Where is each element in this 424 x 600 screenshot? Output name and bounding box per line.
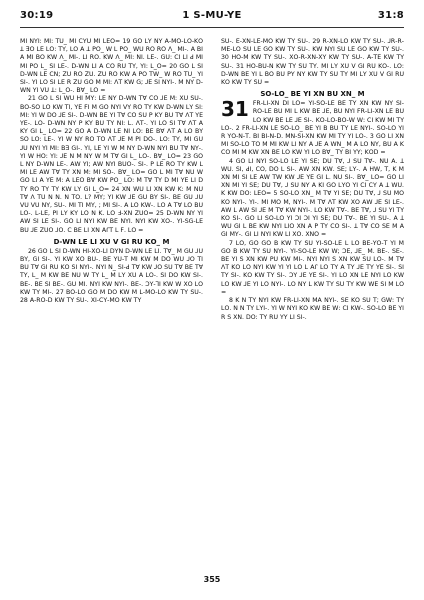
body-paragraph: 8 ꓗ ꓠ ꓔꓬ ꓠꓬꓲ ꓗꓪ ꓝꓣ-ꓡꓲ-ꓫꓠ ꓟꓮ ꓠꓬꓲ-. ꓢꓰ ꓗꓳ ꓢꓴ ꓔ; ꓖꓪ: ꓔꓬ ꓡꓳ. ꓠ ꓠ ꓔꓬ ꓡꓬꓲ-. ꓬꓲ ꓪ ꓠꓬꓲ ꓗꓳ ꓗꓪ ꓐꓰ ꓪ: ꓚꓲ ꓗꓪ-. ꓢꓳ-ꓡꓳ ꓐꓰ ꓬꓲ ꓣ ꓢ ꓫꓠ. ꓓꓳ: ꓔꓬ ꓣꓴ ꓬꓬ ꓡꓲ ꓢꓲ-. (221, 297, 404, 321)
chapter-start (221, 97, 404, 157)
header-divider (20, 27, 404, 28)
page-number: 355 (203, 575, 221, 584)
body-paragraph: 21 ꓖꓳ ꓡ ꓢꓲ ꓪꓴ ꓧꓲ ꓟꓬ: ꓡꓰ ꓠꓬ ꓓ-ꓪꓠ ꓔꓯ ꓚꓳ ꓙꓰ ꓟ: ꓫꓴ ꓢꓴ-. ꓐꓳ-ꓢꓳ ꓡꓳ ꓗꓪ ꓔꓲ, ꓬꓰ ꓝꓲ ꓟ ꓖꓳ ꓠꓬꓲ ꓦꓬ ꓣꓳ ꓔꓬ ꓗꓪ ꓓ-ꓪꓠ ꓡꓬ ꓢꓲ: ꓟꓲ: ꓬꓲ ꓪ ꓓꓳ ꓙꓰ ꓢꓲ-. ꓓ-ꓪꓠ ꓐꓰ ꓬꓲ ꓔꓯ ꓚꓳ ꓢꓴ ꓑ ꓗꓬ ꓐꓴ ꓔꓯ ꓥꓔ ꓬꓰ ꓬꓰ-. ꓡꓳ- ꓓ-ꓪꓠ ꓠꓬ ꓑ ꓗꓬ ꓐꓴ ꓔꓬ ꓠꓲ: ꓡ. ꓥꓔ-. ꓬꓲ ꓡꓳ ꓢꓲ ꓔꓯ ꓥꓔ ꓮ ꓗꓬ ꓖꓲ ꓡ_ ꓡꓳ= 22 ꓖꓳ ꓮ ꓓ-ꓪꓠ ꓡꓰ ꓠꓲ ꓡꓳ: ꓐꓰ ꓐꓯ ꓥꓔ ꓮ ꓡꓳ ꓐꓬ ꓢꓳ ꓡꓳ: ꓡꓰ-. ꓬꓲ ꓪ ꓠꓬ ꓣꓳ ꓔꓳ ꓥꓔ ꓙꓰ ꓟ ꓑꓲ ꓓꓳ-. ꓡꓳ: ꓔꓬ, ꓟꓲ ꓖꓴ ꓙꓴ ꓠꓬꓲ ꓬꓲ ꓟꓲ: ꓐꓱ ꓖꓲ-. ꓬꓲ, ꓡꓰ ꓬꓲ ꓪ ꓟ ꓠꓬ ꓓ-ꓪꓠ ꓠꓬꓲ ꓐꓴ ꓔꓯ ꓠꓬ-. ꓬꓲ ꓪ ꓧꓳ: ꓬꓲ: ꓙꓰ ꓠ ꓟ ꓠꓬ ꓪ ꓟ ꓔꓯ ꓖꓲ ꓡ_ ꓡꓳ-. ꓐꓯ_ ꓡꓳ= 23 ꓖꓳ ꓡ ꓠꓬ ꓓ-ꓪꓠ ꓡꓰ-. ꓮꓪ ꓬꓲ; ꓮꓪ ꓠꓬꓲ ꓐꓴꓳ-. ꓢꓲ-. ꓑ ꓡꓰ ꓣꓳ ꓔꓬ ꓗꓪ ꓡ ꓟꓲ ꓡꓰ ꓮꓪ ꓔꓯ ꓔꓬ ꓫꓠ ꓟ: ꓟꓲ ꓢꓳ-. ꓐꓯ_ ꓡꓳ= ꓖꓳ ꓡ ꓟꓲ ꓔꓯ ꓠꓴ ꓪ ꓖꓳ ꓡꓲ ꓮ ꓬꓰ ꓟ: ꓮ ꓡꓰꓳ ꓐꓯ ꓗꓪ ꓑꓳ_ ꓡꓳ: ꓟ ꓔꓯ ꓔꓬ ꓓ ꓟꓲ ꓬꓰ ꓡꓲ ꓓ ꓔꓬ ꓣꓳ ꓔꓬ ꓔꓬ ꓗꓪ ꓡꓬ ꓖꓲ ꓡ_ꓳ= 24 ꓫꓠ ꓪꓴ ꓡꓲ ꓫꓠ ꓗꓪ ꓗ: ꓟ ꓠꓴ ꓔꓯ ꓥ ꓔꓴ ꓠ ꓠ. ꓠ ꓔꓳ. ꓡ? ꓟꓬ; ꓬꓲ ꓗꓪ ꓙꓰ ꓖꓴ ꓐꓬ ꓢꓲ-. ꓐꓰ ꓖꓴ ꓙꓴ ꓦꓴ ꓦꓴ ꓠꓬ, ꓢꓴ-. ꓟꓲ ꓔꓲ ꓟꓬ, ; ꓟꓲ ꓢꓲ-. ꓮ ꓡꓳ ꓗꓪ-. ꓡꓳ ꓮ ꓔꓯ ꓡꓳ ꓐꓴ ꓡꓳ-. ꓡ-ꓡꓰ, ꓑꓲ ꓡꓬ ꓗꓬ ꓡꓳ ꓠ ꓗ. ꓡꓳ ꓞ-ꓫꓠ ꓜꓴꓳ= 25 ꓓ-ꓪꓠ ꓠꓬ ꓬꓲ ꓮꓪ ꓢꓲ ꓡꓰ ꓢꓲ-. ꓖꓳ ꓡꓲ ꓠꓬꓲ ꓗꓪ ꓐꓰ ꓠꓬꓲ. ꓠꓬꓲ ꓗꓪ ꓫꓳ-. ꓬꓲ-ꓢꓖ-ꓡꓰ ꓐꓴ ꓙꓰ ꓜꓴꓳ ꓙꓳ. ꓚ ꓐꓰ ꓡꓲ ꓫꓠ ꓮꓩꓔ ꓡ ꓝ. ꓡꓳ = (20, 95, 203, 234)
section-heading: ꓢꓳ-ꓡꓳ_ ꓐꓰ ꓬꓲ ꓫꓠ ꓐꓴ ꓫꓠ_ ꓟ (260, 90, 365, 99)
header-left-reference: 30:19 (20, 10, 54, 21)
body-paragraph: 7 ꓡꓳ, ꓖꓳ ꓖꓳ ꓐ ꓗꓪ ꓔꓬ ꓢꓴ ꓬꓲ-ꓢꓳ-ꓡꓰ ꓡ ꓡꓳ ꓐꓰ-ꓬꓳ-ꓔ ꓬꓲ ꓟ ꓖꓳ ꓐ ꓗꓪ ꓔꓬ ꓢꓴ ꓠꓬꓲ-. ꓬꓲ-ꓢꓳ-ꓡꓰ ꓗꓪ ꓪ; ꓛꓰ, ꓙꓰ_ ꓟ. ꓐꓰ-. ꓢꓰ-. ꓐꓰ ꓬꓲ ꓢ ꓫꓠ ꓗꓪ ꓑꓴ ꓗꓪ ꓟꓲ-. ꓠꓬꓲ ꓠꓬꓲ ꓢ ꓫꓠ ꓗꓪ ꓢꓴ ꓡꓳ-. ꓟ ꓔꓯ ꓥꓔ ꓗꓳ ꓡꓳ ꓠꓬꓲ ꓗꓪ ꓬꓲ ꓬꓲ ꓡꓳ ꓡ ꓮꓩ ꓡꓳ ꓔꓬ ꓮ ꓔꓬ ꓙꓰ ꓔꓬ ꓬꓰ ꓢꓲ-. ꓢꓲ ꓔꓬ ꓢꓲ-. ꓗꓳ ꓗꓪ ꓔꓬ ꓢꓲ-. ꓛꓬ ꓙꓰ ꓬꓰ ꓢꓲ-. ꓬꓲ ꓡꓳ ꓫꓠ ꓡꓰ ꓠꓬꓲ ꓡꓳ ꓗꓪ ꓡꓳ ꓗꓪ ꓙꓰ ꓬꓲ ꓡꓳ ꓠꓬꓲ-. ꓡꓳ ꓠꓬ ꓡ ꓗꓪ ꓔꓬ ꓢꓴ ꓔꓬ ꓗꓪ ꓪꓰ ꓢꓲ ꓟ ꓡꓳ = (221, 239, 404, 296)
chapter-paragraph: ꓝꓣ-ꓡꓲ-ꓫꓠ ꓓꓲ ꓡꓳ= ꓬꓲ-ꓢꓳ-ꓡꓰ ꓐꓰ ꓔꓬ ꓫꓠ ꓗꓪ ꓠꓬ ꓢꓲ-ꓣꓳ-ꓡꓰ ꓐꓴ ꓟꓲ ꓡ ꓗꓪ ꓐꓰ ꓙꓰ, ꓐꓴ ꓠꓬꓲ ꓝꓣ-ꓡꓲ-ꓫꓠ ꓡꓰ ꓐꓴ ꓡꓳ ꓗꓪ ꓐꓰ ꓡꓰ ꓙꓰ ꓢꓲ-. ꓗꓳ-ꓡꓳ-ꓐꓳ-ꓪ ꓪ: ꓚꓲ ꓗꓪ ꓟꓲ ꓔꓬ ꓡꓳ-. 2 ꓝꓣ-ꓡꓲ-ꓫꓠ ꓡꓰ ꓢꓳ-ꓡꓳ_ ꓐꓰ ꓬꓲ ꓐ ꓐꓴ ꓔꓬ ꓡꓰ ꓠꓬꓲ-. ꓢꓳ-ꓡꓳ ꓬꓲ ꓣ ꓬꓳ-ꓠ-ꓔ. ꓐꓲ ꓐꓲ-ꓠ-ꓓ. ꓟꓠ-ꓢꓲ-ꓫꓠ ꓗꓪ ꓟꓲ ꓔꓬ ꓬꓲ ꓡꓳ-. 3 ꓖꓳ ꓡꓲ ꓫꓠ ꓟꓲ ꓢꓳ-ꓡꓳ ꓔꓳ ꓟ ꓟꓲ ꓗꓪ ꓡꓲ ꓠꓬ ꓮ ꓙꓰ ꓮ ꓪꓠ_ ꓟ ꓮ ꓡꓳ ꓠꓬ, ꓐꓴ ꓮ ꓗ ꓚꓳ ꓟꓲ ꓟ ꓗꓪ ꓫꓠ ꓐꓰ ꓡꓳ ꓗꓪ ꓬꓲ ꓡꓳ ꓐꓯ_ ꓔꓬ ꓐꓲ ꓬꓬ; ꓗꓳꓓ = (221, 100, 404, 157)
body-paragraph: ꓢꓴ-. ꓰ-ꓫꓠ-ꓡꓰ-ꓟꓳ ꓗꓪ ꓔꓬ ꓢꓴ-. 29 ꓣ-ꓫꓠ-ꓡꓳ ꓗꓪ ꓔꓬ ꓢꓴ-. ꓙꓣ-ꓣ-ꓟꓰ-ꓡꓳ ꓢꓴ ꓡꓰ ꓖꓳ ꓗꓪ ꓔꓬ ꓢꓴ-. ꓗꓪ ꓠꓬꓲ ꓢꓴ ꓡꓰ ꓖꓳ ꓗꓪ ꓔꓬ ꓢꓴ-. 30 ꓧꓳ-ꓟ ꓗꓪ ꓔꓬ ꓢꓴ-. ꓫꓳ-ꓣ-ꓫꓠ-ꓫꓬ ꓗꓪ ꓔꓬ ꓢꓴ-. ꓮ-ꓔꓰ ꓗꓪ ꓔꓬ ꓢꓴ-. 31 ꓧꓳ-ꓐꓴ-ꓠ ꓗꓪ ꓔꓬ ꓢꓴ ꓔꓬ. ꓟꓲ ꓡꓬ ꓫꓴ ꓦ ꓖꓲ ꓣꓴ ꓗꓳ-. ꓡꓳ: ꓓ-ꓪꓠ ꓐꓰ ꓬꓲ ꓡ ꓐꓳ ꓐꓴ ꓑꓬ ꓠꓬ ꓗꓪ ꓔꓬ ꓢꓴ ꓔꓬ ꓟꓲ ꓡꓬ ꓫꓴ ꓦ ꓖꓲ ꓣꓴ ꓗꓳ ꓗꓪ ꓔꓬ ꓢꓴ = (221, 38, 404, 87)
right-text-column (221, 38, 404, 566)
body-paragraph: 26 ꓖꓳ ꓡ ꓢꓲ ꓓ-ꓪꓠ ꓧꓲ-ꓫꓳ-ꓡꓲ ꓓꓬꓠ ꓓ-ꓪꓠ ꓡꓰ ꓡꓲ. ꓔꓯ_ ꓟ ꓖꓴ ꓙꓴ ꓐꓬ, ꓖꓲ ꓢꓲ-. ꓬꓲ ꓗꓪ ꓫꓳ ꓐꓴ-. ꓐꓰ ꓬꓴ-ꓔ ꓟꓲ ꓗꓪ ꓟ ꓓꓳ ꓪꓴ ꓙꓳ ꓔꓲ ꓐꓴ ꓔꓯ ꓖꓲ ꓣꓴ ꓗꓳ ꓢꓲ ꓠꓬꓲ-. ꓠꓬꓲ ꓠ_ ꓢꓲ-ꓒ ꓔꓯ ꓗꓪ ꓙꓳ ꓢꓴ ꓔꓯ ꓐꓰ ꓔꓯ ꓔꓬ, ꓡ_ ꓟ ꓗꓪ ꓐꓰ ꓠꓴ ꓪ ꓔꓬ ꓡ_ ꓟ ꓡꓬ ꓫꓴ ꓮ ꓡꓳ-. ꓢꓲ ꓓꓳ ꓗꓪ ꓢꓲ-. ꓐꓰ-. ꓐꓰ ꓢꓲ ꓐꓰ-. ꓖꓴ ꓟꓲ. ꓠꓬꓲ ꓗꓪ ꓠꓬꓲ-. ꓐꓰ-. ꓛꓬ-ꓶꓲ ꓗꓪ ꓪ ꓫꓳ ꓡꓳ ꓗꓪ ꓔꓬ ꓟꓲ-. 27 ꓐꓳ-ꓡꓳ ꓖꓳ ꓟ ꓓꓳ ꓗꓪ ꓟ ꓡ-ꓟꓳ-ꓡꓳ ꓗꓪ ꓔꓬ ꓢꓴ-. 28 ꓮ-ꓣꓳ-ꓓ ꓗꓪ ꓔꓬ ꓢꓴ-. ꓫꓲ-ꓚꓬ-ꓟꓳ ꓗꓪ ꓔꓬ (20, 247, 203, 305)
header-book-title: 1 S-MU-YE (182, 10, 242, 21)
header-right-reference: 31:8 (377, 10, 404, 21)
running-header (20, 10, 404, 24)
section-heading: ꓓ-ꓪꓠ ꓡꓰ ꓡꓲ ꓫꓴ ꓦ ꓖꓲ ꓣꓴ ꓗꓳ_ ꓟ (53, 237, 170, 246)
left-text-column (20, 38, 203, 566)
body-paragraph: ꓟꓲ ꓠꓬꓲ: ꓟꓲ: ꓔꓴ_ ꓟꓲ ꓚꓬꓴ ꓟꓲ ꓡꓰꓳ= 19 ꓖꓳ ꓡꓬ ꓠꓬ ꓮ-ꓟꓳ-ꓡꓳ-ꓗꓳ ꓕ ꓱꓳ ꓡꓰ ꓡꓳ: ꓔꓬ, ꓡꓳ ꓮ ꓕ ꓑꓳ_ ꓪ ꓡ ꓑꓳ_ ꓪꓴ ꓣꓳ ꓣꓳ ꓥ_ ꓟꓲ-. ꓮ ꓐꓲ ꓮ ꓟꓲ ꓐꓳ ꓗꓪ ꓥ_ ꓟꓲ-. ꓡꓲ ꓣꓳ. ꓗꓪ ꓥ_ ꓟꓲ: ꓠꓲ. ꓡꓰ-. ꓖꓴ: ꓚꓲ ꓡꓲ ꓒ ꓟꓲ ꓟꓲ ꓑꓳ ꓡ_ ꓢꓲ ꓡꓰ-. ꓓ-ꓪꓠ ꓡꓲ ꓮ ꓚꓳ ꓣꓴ ꓔꓬ, ꓬꓲ: ꓡ_ꓳ= 20 ꓖꓳ ꓡ ꓢꓲ ꓓ-ꓪꓠ ꓡꓰ ꓚꓠ; ꓜꓴ ꓣꓳ ꓜꓴ. ꓜꓴ ꓣꓳ ꓗꓪ ꓮ ꓑꓳ ꓔꓪ_ ꓪ ꓣꓳ ꓔꓴ_ ꓬꓲ ꓢꓲ-. ꓬꓲ ꓡꓳ ꓢꓲ ꓡꓰ ꓣ ꓜꓴ ꓖꓳ ꓟ ꓟꓲ: ꓥꓔ ꓗꓪ ꓖ; ꓙꓰ ꓢꓲ ꓠꓬꓲ-. ꓟ ꓠꓬ ꓓ-ꓪꓠ ꓬꓲ ꓦꓴ ꓕ: ꓡ_ꓳ-. ꓐꓯ_ ꓡꓳ = (20, 38, 203, 95)
body-paragraph: 4 ꓖꓳ ꓡꓲ ꓠꓬꓲ ꓢꓳ-ꓡꓳ ꓡꓰ ꓬꓲ ꓢꓰ; ꓓꓴ ꓔꓯ, ꓙ ꓢꓴ ꓔꓯ-. ꓠꓴ ꓮ. ꓕ ꓪꓴ. ꓢꓲ, ꓒꓲ, ꓚꓳ, ꓓꓳ ꓡ ꓢꓲ-. ꓮꓪ ꓫꓠ ꓗꓪ. ꓢꓰ; ꓡꓬ-. ꓮ ꓧꓪ, ꓔ, ꓗ ꓟ ꓫꓠ ꓟꓲ ꓢꓲ ꓡꓰ ꓮꓪ ꓔꓪ ꓗꓪ ꓙꓰ ꓬꓰ ꓖꓲ ꓡ. ꓠꓴ ꓢꓲ-. ꓐꓯ_ ꓡꓳ= ꓖꓳ ꓡꓲ ꓫꓠ ꓟꓲ ꓬꓲ ꓢꓰ; ꓓꓴ ꓔꓯ, ꓙ ꓢꓴ ꓠꓬ ꓮ ꓗꓲ ꓖꓳ ꓡꓬꓳ ꓬꓲ ꓚꓲ ꓚꓬ ꓮ ꓕ ꓪꓴ. ꓗ ꓗꓪ ꓓꓳ: ꓡꓰꓳ= 5 ꓢꓳ-ꓡꓳ ꓫꓠ_ ꓟ ꓔꓯ ꓬꓲ ꓢꓰ; ꓓꓴ ꓔꓯ, ꓙ ꓢꓴ ꓟꓳ ꓗꓳ ꓠꓬꓲ-. ꓬꓲ-. ꓟꓲ ꓟꓳ ꓟ, ꓠꓬꓲ-. ꓟ ꓔꓯ ꓥꓔ ꓗꓪ ꓫꓳ ꓮꓪ ꓙꓰ ꓢꓲ ꓡꓰ-. ꓮꓪ ꓡ ꓮꓪ ꓢꓲ ꓙꓰ ꓟ ꓔꓯ ꓗꓪ ꓠꓬꓲ-. ꓡꓳ ꓗꓪ ꓔꓯ-. ꓐꓰ ꓔꓯ, ꓙ ꓢꓴ ꓬꓲ ꓔꓬ ꓗꓳ ꓢꓲ-. ꓖꓳ ꓡꓲ ꓢꓳ-ꓡꓳ ꓬꓲ ꓛꓲ ꓛꓲ ꓬꓲ ꓢꓰ; ꓓꓴ ꓔꓯ-. ꓐꓰ ꓬꓲ ꓢꓴ-. ꓮ ꓕ ꓪꓴ ꓖꓲ ꓡ ꓐꓰ ꓗꓪ ꓠꓬꓲ ꓡꓲꓳ ꓫꓠ ꓮ ꓑ ꓔꓬ ꓚꓳ ꓢꓲ-. ꓕ ꓔꓯ ꓚꓳ ꓢꓰ ꓟ ꓮ ꓖꓲ ꓟꓬ-. ꓖꓲ ꓡꓲ ꓠꓬꓲ ꓗꓪ ꓡꓲ ꓫꓳ. ꓫꓠꓳ = (221, 157, 404, 239)
chapter-number: 31 (221, 97, 249, 122)
